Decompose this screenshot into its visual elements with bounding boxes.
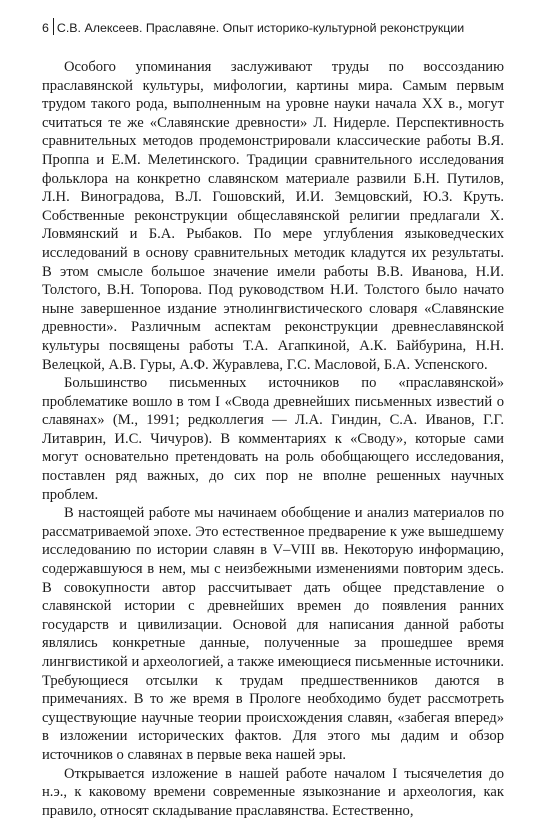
paragraph-4: Открывается изложение в нашей работе началом I тысячелетия до н.э., к каковому времени современные языкознание и археология, как правило, относят складывание праславянства. Естественно, xyxy=(42,765,504,819)
paragraph-1: Особого упоминания заслуживают труды по воссозданию праславянской культуры, мифологии, картины мира. Самым первым трудом такого рода, выполненным на уровне науки начала XX в., могут считаться те же «Славянские древности» Л. Нидерле. Перспективность сравнительных методов продемонстрировали классические работы В.Я. Проппа и Е.М. Мелетинского. Традиции сравнительного исследования фольклора на конкретно славянском материале развили Б.Н. Путилов, Л.Н. Виноградова, В.Л. Гошовский, И.И. Земцовский, Ю.З. Круть. Собственные реконструкции общеславянской религии предлагали Х. Ловмянский и Б.А. Рыбаков. По мере углубления языковедческих исследований в основу сравнительных методик кладутся их результаты. В этом смысле большое значение имели работы В.В. Иванова, Н.И. Толстого, В.Н. Топорова. Под руководством Н.И. Толстого было начато ныне завершенное издание этнолингвистического словаря «Славянские древности». Различным аспектам реконструкции древнеславянской культуры посвящены работы Т.А. Агапкиной, А.К. Байбурина, Н.Н. Велецкой, А.В. Гуры, А.Ф. Журавлева, Г.С. Масловой, Б.А. Успенского. xyxy=(42,59,504,373)
running-title: С.В. Алексеев. Праславяне. Опыт историко-культурной реконструкции xyxy=(56,21,465,35)
page-number: 6 xyxy=(42,21,49,35)
body-text xyxy=(42,58,504,820)
paragraph-2: Большинство письменных источников по «праславянской» проблематике вошло в том I «Свода древнейших письменных известий о славянах» (М., 1991; редколлегия — Л.А. Гиндин, С.А. Иванов, Г.Г. Литаврин, И.С. Чичуров). В комментариях к «Своду», которые сами могут основательно претендовать на роль обобщающего исследования, поставлен ряд важных, до сих пор не вполне решенных научных проблем. xyxy=(42,375,504,503)
running-head xyxy=(42,16,512,40)
header-separator xyxy=(53,18,54,35)
paragraph-3: В настоящей работе мы начинаем обобщение и анализ материалов по рассматриваемой эпохе. Это естественное предварение к уже вышедшему исследованию по истории славян в V–VIII вв. Некоторую информацию, содержавшуюся в нем, мы с неизбежными изменениями повторим здесь. В совокупности автор рассчитывает дать общее представление о славянской истории с древнейших времен до появления ранних государств и цивилизации. Основой для написания данной работы являлись конкретные данные, полученные за прошедшее время лингвистикой и археологией, а также имеющиеся письменные источники. Требующиеся отсылки к трудам предшественников даются в примечаниях. В то же время в Прологе необходимо будет рассмотреть существующие научные теории происхождения славян, «забегая вперед» в изложении исторических фактов. Для этого мы дадим и обзор источников о славянах в первые века нашей эры. xyxy=(42,505,504,763)
